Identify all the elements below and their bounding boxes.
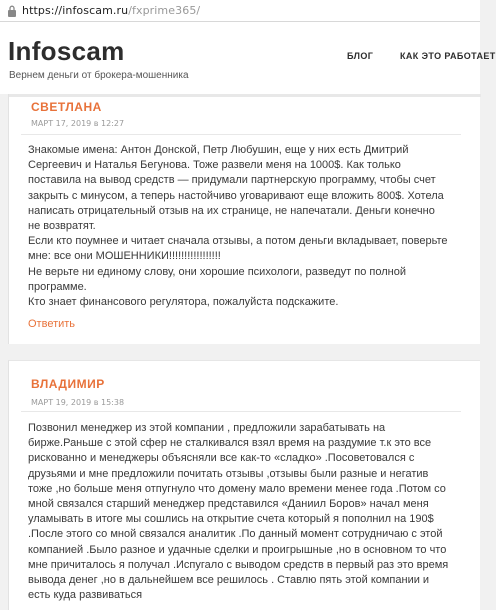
comment-line: тоже ,но больше меня отпугнуло что домену мало времени менее года .Потом со: [28, 482, 446, 495]
comment-line: Кто знает финансового регулятора, пожалуйста подскажите.: [28, 296, 339, 309]
reply-link[interactable]: Ответить: [28, 318, 76, 330]
nav-link-blog[interactable]: БЛОГ: [347, 51, 374, 61]
comment-text: [28, 421, 458, 603]
comment-line: вывода денег ,но в дальнейшем все решилось . Ставлю пять этой компании и: [28, 574, 430, 587]
comment-line: мной связался старший менеджер представился «Даниил Боров» начал меня: [28, 498, 429, 511]
comment-card: [8, 94, 480, 344]
comment-line: поставила на вывод средств — придумали партнерскую программу, чтобы счет: [28, 174, 436, 187]
comment-line: бирже.Раньше с этой сфер не сталкивался взял время на раздумие т.к это все: [28, 437, 432, 450]
comment-line: друзьями и мне предложили почитать отзывы ,отзывы были разные и негатив: [28, 467, 429, 480]
site-tagline: Вернем деньги от брокера-мошенника: [9, 70, 189, 81]
comment-line: мне: все они МОШЕННИКИ!!!!!!!!!!!!!!!!!: [28, 250, 221, 263]
comment-line: рискованно и менеджеры объясняли все как-то «сладко» .Посоветовался с: [28, 452, 415, 465]
url-host: https://infoscam.ru: [22, 4, 129, 17]
comment-author: СВЕТЛАНА: [31, 100, 102, 114]
url-text[interactable]: [22, 4, 200, 17]
comment-date[interactable]: МАРТ 17, 2019 в 12:27: [31, 119, 125, 128]
comment-author: ВЛАДИМИР: [31, 377, 105, 391]
comment-divider: [21, 134, 461, 135]
comment-line: программе.: [28, 280, 87, 293]
comment-card: [8, 360, 480, 610]
nav-link-how-it-works[interactable]: КАК ЭТО РАБОТАЕТ: [400, 51, 496, 61]
address-bar[interactable]: [0, 0, 480, 22]
comment-line: Знакомые имена: Антон Донской, Петр Любушин, еще у них есть Дмитрий: [28, 144, 409, 156]
site-logo[interactable]: Infoscam: [8, 36, 125, 66]
comment-line: мне причиталось я получал .Испугало с выводом средств в первый раз это время: [28, 558, 449, 571]
comment-line: Позвонил менеджер из этой компании , предложили зарабатывать на: [28, 422, 386, 434]
comment-line: Сергеевич и Наталья Бегунова. Тоже развели меня на 1000$. Как только: [28, 159, 401, 172]
comment-line: не возвратят.: [28, 220, 96, 233]
comment-line: Если кто поумнее и читает сначала отзывы, а потом деньги вкладывает, поверьте: [28, 235, 448, 248]
lock-icon: [7, 5, 17, 17]
url-path: /fxprime365/: [128, 4, 201, 17]
comment-line: компанией .Было разное и удачные сделки и проигрышные ,но в основном то что: [28, 543, 447, 556]
comment-line: закрыть с минусом, а теперь настойчиво уговаривают еще вложить 800$. Хотела: [28, 189, 444, 202]
comment-line: Не верьте ни единому слову, они хорошие психологи, разведут по полной: [28, 265, 406, 278]
comment-line: уламывать в итоге мы сошлись на открытие счета который я пополнил на 190$: [28, 513, 434, 526]
comment-date[interactable]: МАРТ 19, 2019 в 15:38: [31, 398, 125, 407]
comment-text: [28, 143, 458, 310]
comment-line: написать отрицательный отзыв на их странице, не напечатали. Деньги конечно: [28, 204, 435, 217]
comment-divider: [21, 411, 461, 412]
site-header: [0, 22, 496, 94]
comment-line: .После этого со мной связался аналитик .По данный момент сотрудничаю с этой: [28, 528, 443, 541]
comment-line: есть куда развиваться: [28, 589, 143, 602]
